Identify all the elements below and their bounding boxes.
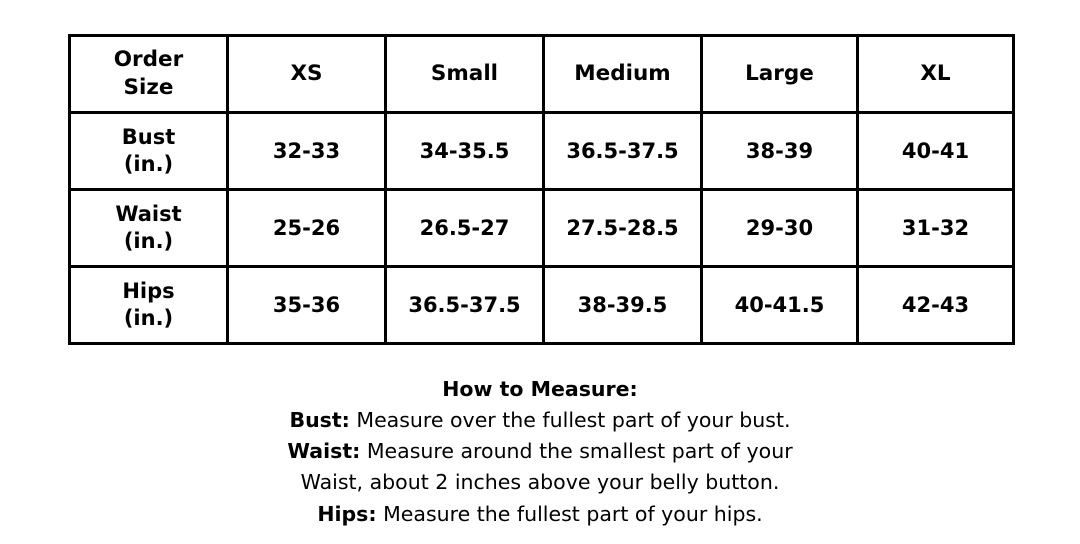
cell-bust-xl: 40-41 [858, 113, 1014, 190]
row-header-bust-unit: (in.) [123, 152, 174, 176]
measure-text-waist: Measure around the smallest part of your [360, 439, 793, 464]
cell-hips-small: 36.5-37.5 [386, 267, 544, 344]
cell-hips-medium: 38-39.5 [544, 267, 702, 344]
cell-bust-large: 38-39 [702, 113, 858, 190]
how-to-measure-section [0, 374, 1080, 530]
column-header-order-size [70, 36, 228, 113]
row-header-waist [70, 190, 228, 267]
measure-text-waist-continued: Waist, about 2 inches above your belly button. [300, 470, 780, 495]
column-header-large: Large [702, 36, 858, 113]
row-header-waist-label: Waist [115, 202, 182, 227]
column-header-medium: Medium [544, 36, 702, 113]
cell-waist-small: 26.5-27 [386, 190, 544, 267]
table-row [70, 267, 1014, 344]
measure-text-bust: Measure over the fullest part of your bust. [349, 408, 791, 433]
table-header-row [70, 36, 1014, 113]
how-to-measure-title: How to Measure: [442, 377, 638, 401]
cell-bust-medium: 36.5-37.5 [544, 113, 702, 190]
size-chart-table-container [68, 34, 1012, 345]
column-header-order-size-line2: Size [123, 75, 174, 100]
cell-hips-xs: 35-36 [228, 267, 386, 344]
cell-waist-xs: 25-26 [228, 190, 386, 267]
cell-waist-medium: 27.5-28.5 [544, 190, 702, 267]
column-header-order-size-line1: Order [113, 47, 184, 73]
row-header-waist-unit: (in.) [123, 229, 174, 253]
cell-waist-large: 29-30 [702, 190, 858, 267]
cell-bust-xs: 32-33 [228, 113, 386, 190]
measure-label-hips: Hips: [317, 501, 377, 526]
size-chart-table [68, 34, 1015, 345]
measure-instruction-waist-continued [0, 467, 1080, 498]
table-row [70, 113, 1014, 190]
table-row [70, 190, 1014, 267]
row-header-hips [70, 267, 228, 344]
row-header-hips-unit: (in.) [123, 306, 174, 330]
measure-instruction-waist [0, 436, 1080, 467]
column-header-xs: XS [228, 36, 386, 113]
measure-label-bust: Bust: [289, 408, 350, 433]
measure-text-hips: Measure the fullest part of your hips. [376, 501, 763, 526]
measure-instruction-hips [0, 499, 1080, 530]
cell-hips-large: 40-41.5 [702, 267, 858, 344]
measure-instruction-bust [0, 405, 1080, 436]
column-header-xl: XL [858, 36, 1014, 113]
row-header-hips-label: Hips [122, 279, 175, 304]
row-header-bust-label: Bust [121, 125, 176, 150]
measure-label-waist: Waist: [287, 439, 361, 464]
cell-hips-xl: 42-43 [858, 267, 1014, 344]
column-header-small: Small [386, 36, 544, 113]
cell-waist-xl: 31-32 [858, 190, 1014, 267]
row-header-bust [70, 113, 228, 190]
cell-bust-small: 34-35.5 [386, 113, 544, 190]
